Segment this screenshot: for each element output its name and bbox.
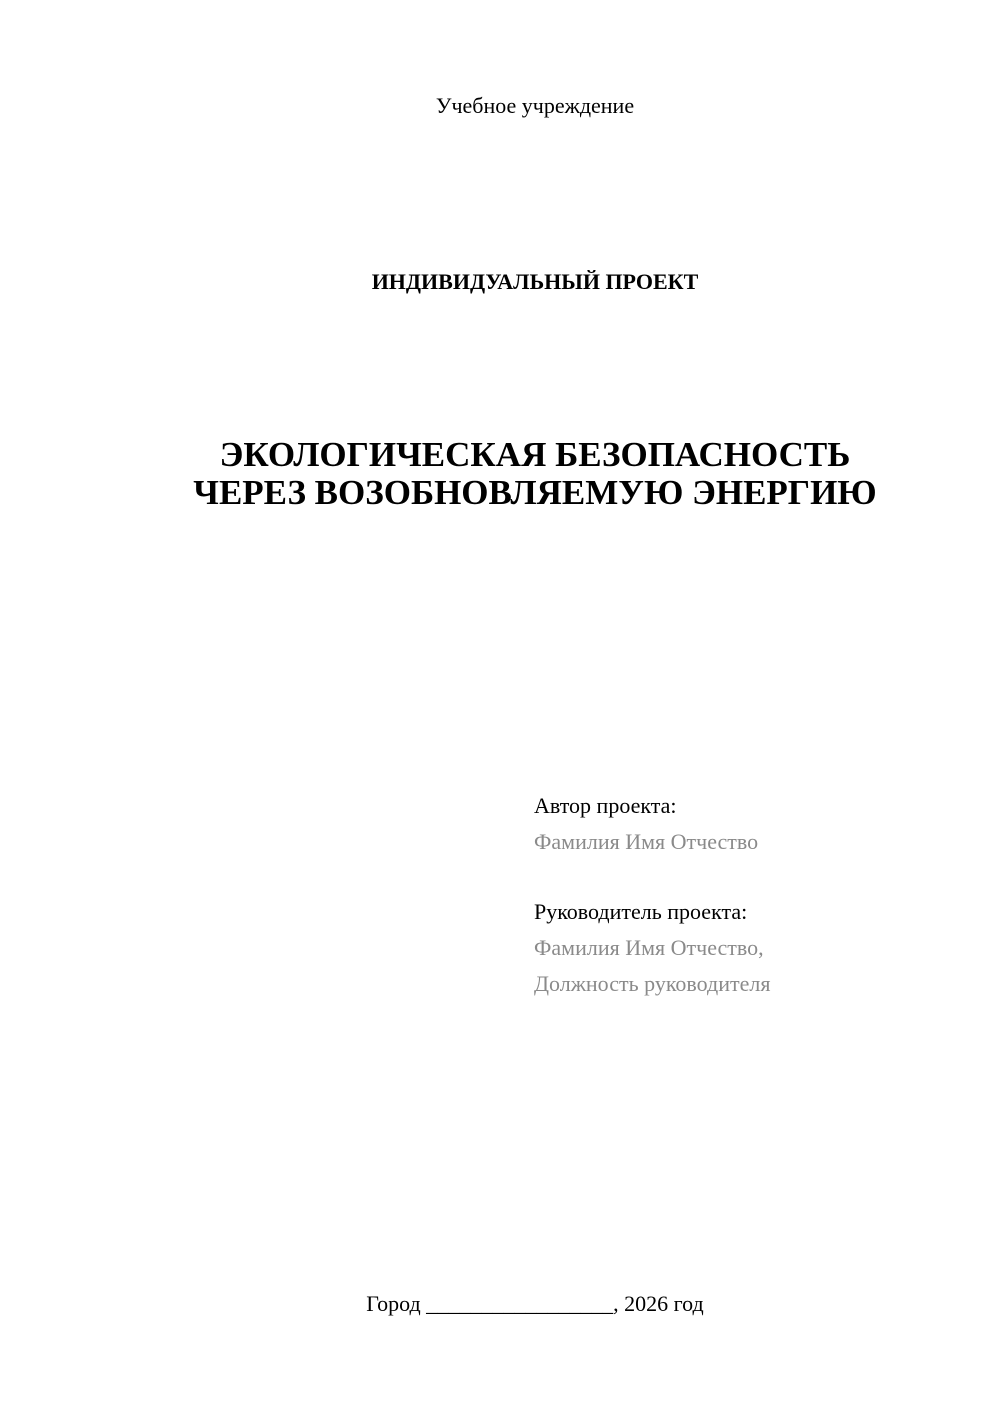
- project-title-line-1: ЭКОЛОГИЧЕСКАЯ БЕЗОПАСНОСТЬ: [219, 435, 851, 474]
- city-year-line: Город _________________, 2026 год: [366, 1291, 704, 1316]
- project-title: [0, 436, 1000, 512]
- document-type: ИНДИВИДУАЛЬНЫЙ ПРОЕКТ: [371, 269, 699, 294]
- supervisor-name: Фамилия Имя Отчество,: [534, 935, 764, 960]
- author-label: Автор проекта:: [534, 793, 677, 818]
- institution-name: Учебное учреждение: [435, 93, 635, 118]
- spacer: [534, 860, 770, 894]
- author-name: Фамилия Имя Отчество: [534, 829, 759, 854]
- supervisor-label: Руководитель проекта:: [534, 899, 748, 924]
- project-credits: [534, 788, 770, 1002]
- supervisor-position: Должность руководителя: [534, 971, 771, 996]
- project-title-line-2: ЧЕРЕЗ ВОЗОБНОВЛЯЕМУЮ ЭНЕРГИЮ: [193, 473, 877, 512]
